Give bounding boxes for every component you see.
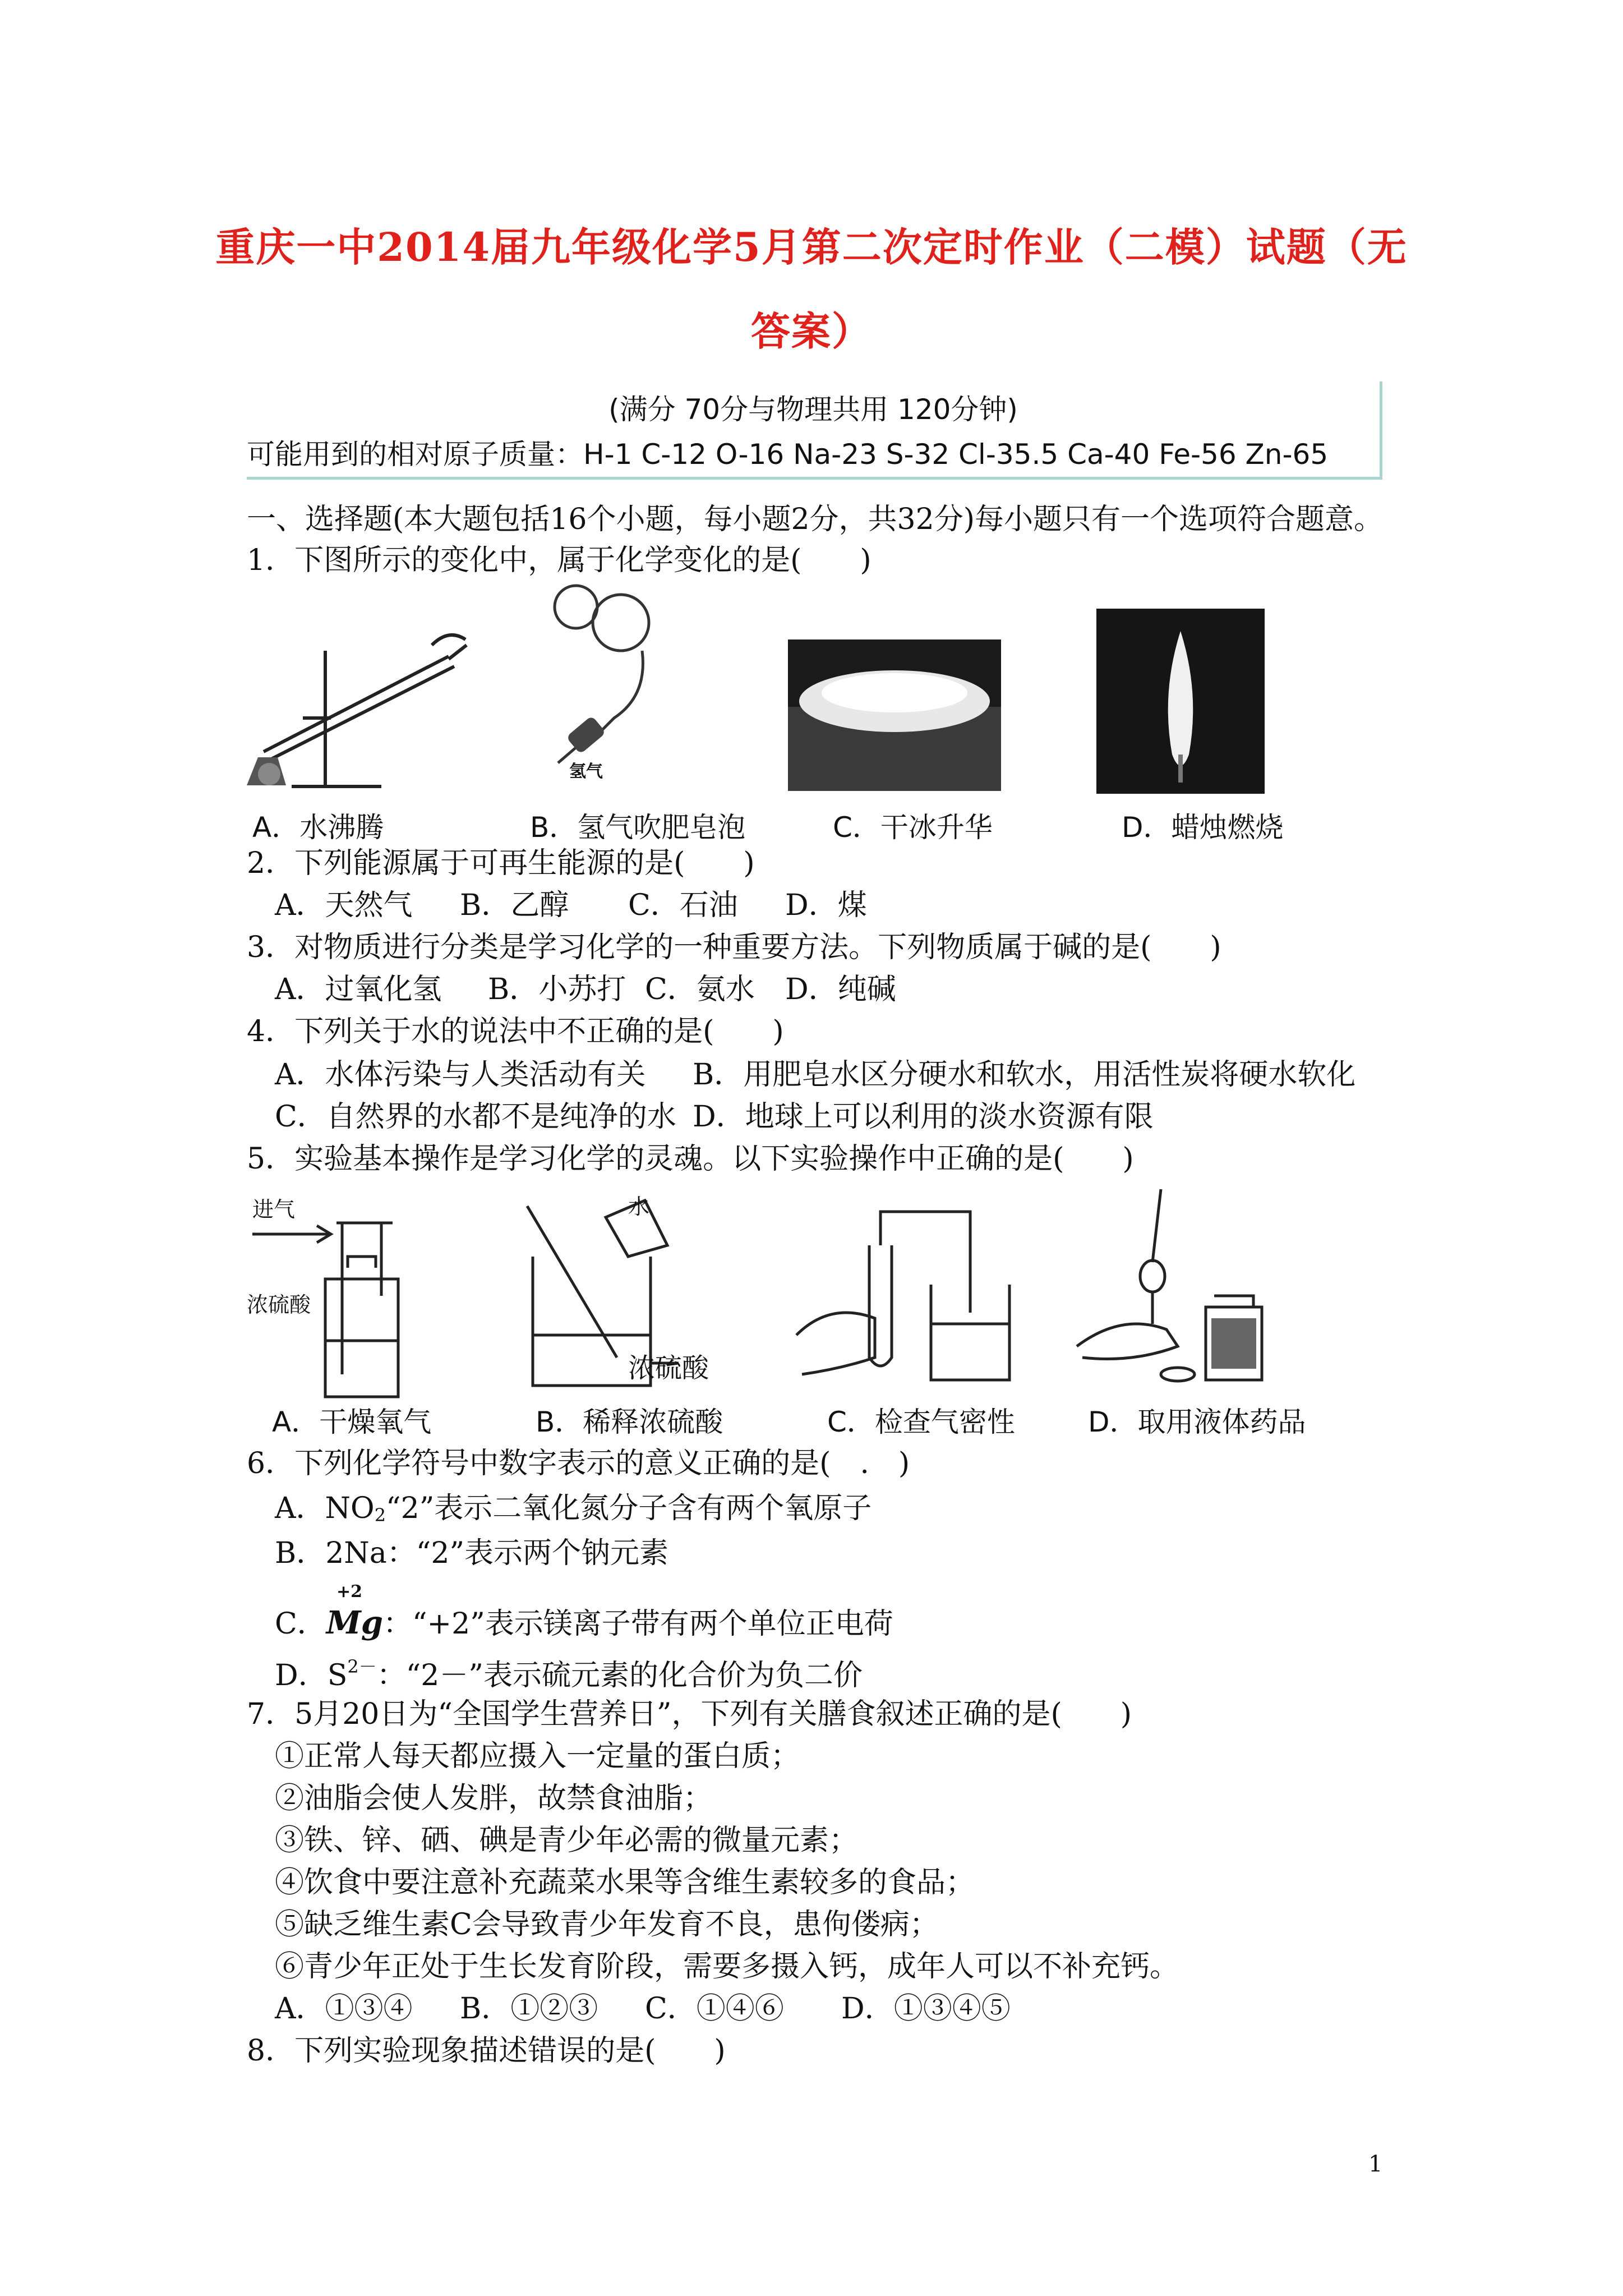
q7-item-4: ④饮食中要注意补充蔬菜水果等含维生素较多的食品； [275, 1866, 975, 1899]
document-title-line1: 重庆一中2014届九年级化学5月第二次定时作业（二模）试题（无 [215, 224, 1408, 270]
q4-option-b: B．用肥皂水区分硬水和软水，用活性炭将硬水软化 [693, 1058, 1356, 1092]
q1-figure-d-candle-photo [1096, 609, 1265, 794]
q2-option-d: D．煤 [785, 889, 867, 922]
q6-option-d-superscript: 2－ [347, 1656, 377, 1677]
q1-caption-b: B．氢气吹肥皂泡 [530, 811, 746, 844]
q5-caption-a: A．干燥氧气 [272, 1406, 432, 1438]
hydrogen-label: 氢气 [569, 762, 603, 781]
q6-option-c-prefix: C． [275, 1607, 326, 1641]
q5-stem: 5．实验基本操作是学习化学的灵魂。以下实验操作中正确的是( ) [247, 1142, 1134, 1176]
q2-options [275, 891, 867, 920]
q4-options-row2 [275, 1100, 1154, 1134]
q2-option-a: A．天然气 [275, 889, 413, 922]
q7-option-c: C．①④⑥ [645, 1992, 784, 2026]
q7-options [275, 1992, 1011, 2026]
q4-option-d: D．地球上可以利用的淡水资源有限 [693, 1100, 1154, 1134]
q7-option-d: D．①③④⑤ [841, 1992, 1011, 2026]
q4-option-a: A．水体污染与人类活动有关 [275, 1058, 646, 1092]
q6-option-c-symbol: Mg [326, 1604, 383, 1641]
q6-option-b: B．2Na：“2”表示两个钠元素 [275, 1536, 669, 1570]
q1-figure-c-dry-ice-photo [788, 639, 1001, 791]
q3-option-a: A．过氧化氢 [275, 973, 442, 1006]
q7-item-5: ⑤缺乏维生素C会导致青少年发育不良，患佝偻病； [275, 1908, 939, 1941]
q7-item-3: ③铁、锌、硒、碘是青少年必需的微量元素； [275, 1824, 859, 1857]
q6-option-a-text: “2”表示二氧化氮分子含有两个氧原子 [386, 1492, 872, 1525]
q7-stem: 7．5月20日为“全国学生营养日”，下列有关膳食叙述正确的是( ) [247, 1697, 1132, 1731]
q7-item-6: ⑥青少年正处于生长发育阶段，需要多摄入钙，成年人可以不补充钙。 [275, 1950, 1179, 1984]
q2-stem: 2．下列能源属于可再生能源的是( ) [247, 846, 755, 880]
q4-options-row1 [275, 1058, 1356, 1092]
q3-stem: 3．对物质进行分类是学习化学的一种重要方法。下列物质属于碱的是( ) [247, 931, 1221, 964]
q5-label-inlet: 进气 [252, 1197, 296, 1222]
q3-options [275, 975, 896, 1004]
q6-option-a-prefix: A．NO [275, 1492, 375, 1525]
q6-option-c [275, 1604, 893, 1641]
q5-label-water: 水 [628, 1194, 650, 1219]
q2-option-c: C．石油 [628, 889, 738, 922]
q5-caption-d: D．取用液体药品 [1088, 1406, 1306, 1438]
q3-option-c: C．氨水 [645, 973, 755, 1006]
exam-duration-note: (满分 70分与物理共用 120分钟) [608, 393, 1018, 426]
q4-stem: 4．下列关于水的说法中不正确的是( ) [247, 1015, 784, 1048]
q1-caption-a: A．水沸腾 [252, 811, 384, 844]
q6-option-c-charge: +2 [336, 1582, 363, 1602]
q3-option-d: D．纯碱 [785, 973, 896, 1006]
q7-item-1: ①正常人每天都应摄入一定量的蛋白质； [275, 1740, 800, 1773]
q5-figure-c-airtightness [785, 1189, 1021, 1397]
q5-label-acid-a: 浓硫酸 [247, 1292, 311, 1317]
q1-caption-d: D．蜡烛燃烧 [1122, 811, 1284, 844]
atomic-masses-note: 可能用到的相对原子质量：H-1 C-12 O-16 Na-23 S-32 Cl-35.5 Ca-40 Fe-56 Zn-65 [247, 438, 1329, 471]
q5-label-acid-b: 浓硫酸 [628, 1352, 709, 1384]
q3-option-b: B．小苏打 [488, 973, 626, 1006]
document-title-line2: 答案） [751, 308, 872, 355]
q5-figure-d-dropper [1071, 1178, 1295, 1397]
q7-option-b: B．①②③ [460, 1992, 598, 2026]
q1-caption-c: C．干冰升华 [833, 811, 993, 844]
q7-option-a: A．①③④ [275, 1992, 413, 2026]
q6-option-c-text: ：“+2”表示镁离子带有两个单位正电荷 [382, 1607, 893, 1641]
page-number: 1 [1368, 2151, 1383, 2177]
q7-item-2: ②油脂会使人发胖，故禁食油脂； [275, 1782, 713, 1815]
q5-caption-b: B．稀释浓硫酸 [536, 1406, 723, 1438]
q8-stem: 8．下列实验现象描述错误的是( ) [247, 2034, 726, 2068]
q6-option-d-text: ：“2－”表示硫元素的化合价为负二价 [376, 1659, 863, 1692]
q1-figure-a-boiling-apparatus [247, 606, 471, 791]
q6-option-d-prefix: D．S [275, 1659, 348, 1692]
exam-info-box [247, 381, 1382, 480]
q6-stem: 6．下列化学符号中数字表示的意义正确的是( . ) [247, 1447, 910, 1480]
section-header: 一、选择题(本大题包括16个小题，每小题2分，共32分)每小题只有一个选项符合题意。 [247, 503, 1383, 536]
q6-option-a [275, 1494, 872, 1524]
q6-option-d [275, 1658, 863, 1690]
q5-caption-c: C．检查气密性 [827, 1406, 1015, 1438]
q2-option-b: B．乙醇 [460, 889, 569, 922]
q1-stem: 1．下图所示的变化中，属于化学变化的是( ) [247, 544, 872, 577]
q1-figure-b-hydrogen-bubble [536, 583, 704, 791]
q6-option-a-subscript: 2 [374, 1504, 386, 1526]
q4-option-c: C．自然界的水都不是纯净的水 [275, 1100, 676, 1134]
